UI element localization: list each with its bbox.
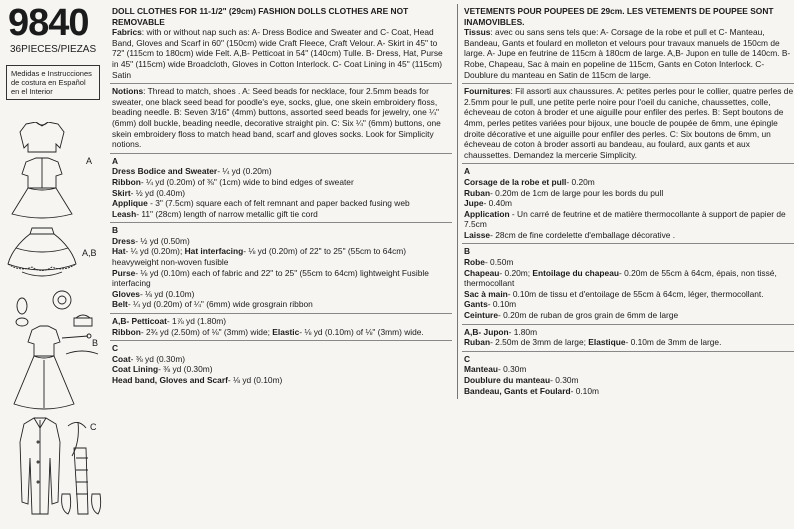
view-b-accessories-drawing <box>16 291 92 326</box>
en-header: DOLL CLOTHES FOR 11-1/2" (29cm) FASHION DOLLS CLOTHES ARE NOT REMOVABLE <box>112 6 409 27</box>
en-b-item-4-label: Belt <box>112 299 128 310</box>
en-section-a-letter: A <box>112 155 119 166</box>
fr-a-item-4 <box>464 230 794 241</box>
view-c-coat-drawing <box>20 418 60 514</box>
fr-b-item-1 <box>464 289 794 300</box>
fr-b-item-2 <box>464 299 794 310</box>
en-c-item-0 <box>112 354 450 365</box>
en-petticoat <box>112 316 450 327</box>
en-a-item-2-label: Skirt <box>112 187 131 198</box>
fr-section-b <box>462 243 794 323</box>
fr-b-item-1-text: - 0.10m de tissu et d'entoilage de 55cm à 64cm, léger, thermocollant. <box>507 288 764 299</box>
fr-section-b-letter: B <box>464 246 471 257</box>
fr-b-item-2-text: - 0.10m <box>487 299 517 310</box>
fr-c-item-0-label: Manteau <box>464 364 498 375</box>
fr-elastique-text: - 0.10m de 3mm de large. <box>625 337 722 348</box>
fr-a-item-0-text: - 0.20m <box>566 176 595 187</box>
fr-c-item-1-label: Doublure du manteau <box>464 375 551 385</box>
fr-jupon-label: A,B- Jupon <box>464 326 509 337</box>
fr-section-c-letter: C <box>464 353 471 364</box>
fr-section-c <box>462 351 794 399</box>
en-b-item-4 <box>112 299 450 310</box>
fr-chapeau-text: - 0.20m; <box>499 267 533 278</box>
en-a-item-1 <box>112 177 450 188</box>
en-a-item-4-text: - 11" (28cm) length of narrow metallic gift tie cord <box>136 208 318 219</box>
en-b-item-2-text: - ⅛ yd (0.10m) each of fabric and 22" to 25" (55cm to 64cm) lightweight Fusible interfacing <box>112 267 429 289</box>
en-b-item-1-text: - ¼ yd (0.20m); <box>125 246 185 257</box>
fr-c-item-0 <box>464 364 794 375</box>
fr-section-a <box>462 163 794 243</box>
en-a-item-3-label: Applique <box>112 198 148 209</box>
en-section-b <box>110 222 452 313</box>
fr-b-item-0-text: - 0.50m <box>484 257 514 268</box>
en-ab-ribbon-text: - 2¾ yd (2.50m) of ⅛" (3mm) wide; <box>140 326 273 337</box>
english-column <box>110 4 452 389</box>
fr-tissus-text: : avec ou sans sens tels que: A- Corsage de la robe et pull et C- Manteau, Bandeau, Gants et foulard en molleton et velours pour travaux manuels de 150cm de large. A- Jupe en feutrine de 115cm à 180cm de large. A,B- Jupon en tulle de 140cm. B- Robe, Chapeau, Sac à main en popeline de 115cm, Gants en Coton Interlock. C- Doublure du manteau en Satin de 115cm de large. <box>464 27 791 80</box>
en-c-item-2-label: Head band, Gloves and Scarf <box>112 375 228 385</box>
fr-a-item-1 <box>464 188 794 199</box>
en-b-item-4-text: - ¼ yd (0.20m) of ¼" (6mm) wide grosgrain ribbon <box>127 299 313 310</box>
fr-elastique-label: Elastique <box>588 337 626 348</box>
en-c-item-0-text: - ⅜ yd (0.30m) <box>130 353 186 364</box>
fr-c-item-1 <box>464 375 794 386</box>
fr-b-item-2-label: Gants <box>464 299 488 310</box>
en-notions-text: : Thread to match, shoes . A: Seed beads for necklace, four 2.5mm beads for sweater, one black seed bead for poodle's eye, socks, glue, one skein embroidery floss, beading needle. B: Seven 3/16" (4mm) buttons, assorted seed beads for jewelry, one ¼" (6mm) doll buckle, beading needle, decorative straight pin. C: Six ¼" (6mm) buttons, one skein embroidery floss to match head band, scarf and gloves socks. Look for Simplicity notions. <box>112 86 441 150</box>
en-section-c <box>110 340 452 388</box>
view-c-scarf-drawing <box>74 448 88 514</box>
fr-chapeau-label: Chapeau <box>464 267 500 278</box>
spanish-note-box: Medidas e Instrucciones de costura en Español en el Interior <box>6 65 100 100</box>
fr-c-item-0-text: - 0.30m <box>497 364 527 375</box>
fr-c-item-1-text: - 0.30m <box>550 375 579 385</box>
en-header-block <box>110 4 452 83</box>
fr-entoilage-label: Entoilage du chapeau <box>532 267 619 278</box>
en-notions <box>112 86 450 150</box>
fr-a-item-2 <box>464 198 794 209</box>
en-c-item-1-label: Coat Lining <box>112 364 159 375</box>
en-a-item-3-text: - 3" (7.5cm) square each of felt remnant and paper backed fusing web <box>147 198 410 209</box>
fr-fournitures-text: : Fil assorti aux chaussures. A: petites perles pour le collier, quatre perles de 2.5mm pour le pull, une petite perle noire pour l'oeil du caniche, chaussettes, colle, écheveau de coton à broder et une aiguille pour enfiler des perles. B: Sept boutons de 4mm, perles petites variées pour bijoux, une boucle de poupée de 6mm, une épingle droite décorative et une aiguille pour enfiler des perles. C: Six boutons de 6mm, un écheveau de coton à broder assorti au bandeau, au foulard, aux gants et aux chaussettes. Demandez la mercerie Simplicity. <box>464 86 794 160</box>
fr-header: VETEMENTS POUR POUPEES DE 29cm. LES VETEMENTS DE POUPEE SONT INAMOVIBLES. <box>464 6 774 27</box>
en-petticoat-label: A,B- Petticoat <box>112 316 167 327</box>
en-elastic-text: - ⅛ yd (0.10m) of ⅛" (3mm) wide. <box>299 326 424 337</box>
fr-b-item-3-text: - 0.20m de ruban de gros grain de 6mm de large <box>497 310 679 321</box>
en-a-item-2-text: - ½ yd (0.40m) <box>130 187 186 198</box>
fr-fournitures <box>464 86 794 160</box>
fr-a-item-0-label: Corsage de la robe et pull <box>464 176 567 187</box>
view-label-a: A <box>86 156 93 166</box>
en-c-item-2-text: - ⅛ yd (0.10m) <box>227 375 283 385</box>
en-b-item-2-label: Purse <box>112 267 136 278</box>
fr-tissus <box>464 27 794 80</box>
fr-b-item-0 <box>464 257 794 268</box>
en-a-item-1-text: - ¼ yd (0.20m) of ⅜" (1cm) wide to bind edges of sweater <box>140 176 354 187</box>
en-b-item-0-text: - ½ yd (0.50m) <box>135 235 190 246</box>
view-illustrations <box>2 122 106 522</box>
fr-entoilage-text: - 0.20m de 55cm à 64cm, épais, non tissé, thermocollant <box>464 267 777 289</box>
view-label-c: C <box>90 422 97 432</box>
fr-fournitures-block <box>462 83 794 163</box>
fr-b-item-3-label: Ceinture <box>464 310 498 321</box>
en-elastic-label: Elastic <box>272 326 300 337</box>
fr-a-item-3-text: - Un carré de feutrine et de matière thermocollante à support de papier de 7.5cm <box>464 208 786 230</box>
en-a-item-0 <box>112 166 450 177</box>
view-c-headband-drawing <box>68 422 86 456</box>
left-column <box>2 4 106 527</box>
fr-ruban-elastique <box>464 337 794 348</box>
fr-a-item-2-label: Jupe <box>464 198 484 209</box>
en-a-item-4 <box>112 209 450 220</box>
en-notions-block <box>110 83 452 153</box>
en-c-item-1 <box>112 364 450 375</box>
view-a-bodice-back-drawing <box>12 158 72 218</box>
french-column <box>457 4 794 399</box>
fr-c-item-2-text: - 0.10m <box>570 385 599 396</box>
en-a-item-1-label: Ribbon <box>112 176 141 187</box>
en-fabrics-label: Fabrics <box>112 27 142 38</box>
en-ab-ribbon-label: Ribbon <box>112 326 141 337</box>
en-b-item-3-text: - ⅛ yd (0.10m) <box>139 288 195 299</box>
en-b-item-3 <box>112 289 450 300</box>
en-b-item-3-label: Gloves <box>112 288 140 299</box>
fr-b-item-1-label: Sac à main <box>464 288 508 299</box>
en-a-item-4-label: Leash <box>112 208 137 219</box>
en-a-item-2 <box>112 188 450 199</box>
en-c-item-2 <box>112 375 450 386</box>
en-b-item-0-label: Dress <box>112 235 136 246</box>
fr-a-item-4-text: - 28cm de fine cordelette d'emballage décorative . <box>490 229 676 240</box>
en-section-b-letter: B <box>112 225 119 236</box>
fr-b-item-0-label: Robe <box>464 257 485 268</box>
view-label-ab: A,B <box>82 248 97 258</box>
en-a-item-3 <box>112 198 450 209</box>
fr-c-item-2-label: Bandeau, Gants et Foulard <box>464 385 571 396</box>
fr-a-item-2-text: - 0.40m <box>483 198 512 209</box>
fr-a-item-3 <box>464 209 794 230</box>
fr-jupon <box>464 327 794 338</box>
en-b-item-1 <box>112 246 450 267</box>
view-a-sweater-drawing <box>20 122 64 152</box>
fr-fournitures-label: Fournitures <box>464 86 511 97</box>
en-section-a <box>110 153 452 223</box>
en-c-item-1-text: - ⅜ yd (0.30m) <box>158 364 213 375</box>
en-section-ab <box>110 313 452 340</box>
en-b-item-0 <box>112 236 450 247</box>
fr-tissus-label: Tissus <box>464 27 491 38</box>
fr-chapeau <box>464 268 794 289</box>
en-c-item-0-label: Coat <box>112 353 131 364</box>
view-b-dress-drawing <box>14 326 98 409</box>
en-ribbon-elastic <box>112 327 450 338</box>
view-c-gloves-drawing <box>62 494 101 514</box>
en-section-c-letter: C <box>112 343 119 354</box>
fr-jupon-text: - 1.80m <box>508 326 538 337</box>
pieces-count: 36PIECES/PIEZAS <box>10 44 97 55</box>
en-notions-label: Notions <box>112 86 144 97</box>
en-fabrics <box>112 27 450 80</box>
fr-a-item-1-label: Ruban <box>464 187 491 198</box>
fr-section-a-letter: A <box>464 166 471 177</box>
en-a-item-0-label: Dress Bodice and Sweater <box>112 166 218 177</box>
fr-b-item-3 <box>464 310 794 321</box>
en-hat-interfacing-text: - ⅛ yd (0.20m) of 22" to 25" (55cm to 64cm) heavyweight non-woven fusible <box>112 246 407 268</box>
pattern-number: 9840 <box>8 2 89 44</box>
view-label-b: B <box>92 338 99 348</box>
en-petticoat-text: - 1⅞ yd (1.80m) <box>166 316 227 327</box>
fr-a-item-3-label: Application <box>464 208 510 219</box>
en-b-item-2 <box>112 268 450 289</box>
fr-a-item-4-label: Laisse <box>464 229 491 240</box>
fr-ab-ruban-text: - 2.50m de 3mm de large; <box>490 337 589 348</box>
fr-section-ab <box>462 324 794 351</box>
view-ab-petticoat-drawing <box>8 228 76 276</box>
fr-a-item-1-text: - 0.20m de 1cm de large pour les bords du pull <box>490 187 664 198</box>
fr-header-block <box>462 4 794 83</box>
en-hat-interfacing-label: Hat interfacing <box>184 246 244 257</box>
fr-c-item-2 <box>464 386 794 397</box>
fr-ab-ruban-label: Ruban <box>464 337 491 348</box>
en-fabrics-text: : with or without nap such as: A- Dress Bodice and Sweater and C- Coat, Head Band, Gloves and Scarf in 60" (150cm) wide Craft Fleece, Craft Velour. A- Skirt in 45" to 72" (115cm to 180cm) wide Felt. A,B- Petticoat in 54" (140cm) Tulle. B- Dress, Hat, Purse in 45" (115cm) wide Broadcloth, Gloves in Cotton Interlock. C- Coat Lining in 45" (115cm) Satin <box>112 27 443 80</box>
en-a-item-0-text: - ¼ yd (0.20m) <box>217 166 272 177</box>
fr-a-item-0 <box>464 177 794 188</box>
en-b-item-1-label: Hat <box>112 246 126 257</box>
